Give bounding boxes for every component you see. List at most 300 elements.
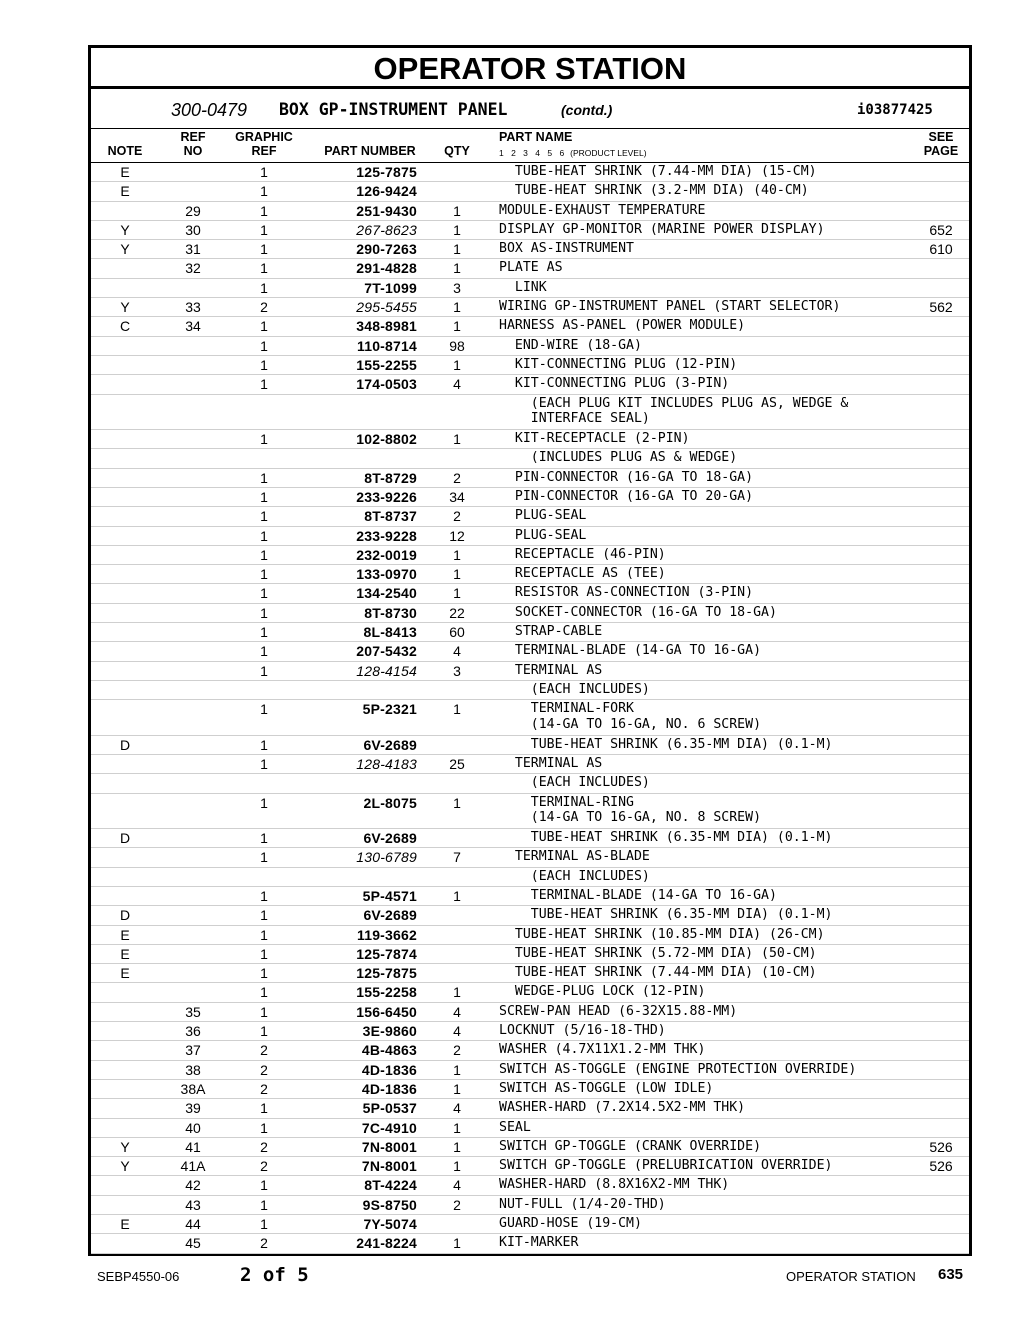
part-name-cell: TERMINAL-FORK (14-GA TO 16-GA, NO. 6 SCREW) — [530, 701, 762, 732]
note-cell: D — [119, 830, 131, 847]
part-name-cell: STRAP-CABLE — [499, 624, 603, 640]
part-number-cell: 7Y-5074 — [363, 1216, 417, 1233]
part-number-cell: 291-4828 — [356, 260, 417, 277]
part-name-cell: SWITCH GP-TOGGLE (PRELUBRICATION OVERRIDE) — [499, 1158, 833, 1174]
part-row — [91, 1080, 969, 1099]
part-name-cell: TUBE-HEAT SHRINK (7.44-MM DIA) (15-CM) — [499, 164, 817, 179]
part-number-cell: 125-7875 — [356, 164, 417, 180]
graphic-ref-cell: 1 — [260, 1196, 268, 1213]
part-row — [91, 794, 969, 830]
page-title: OPERATOR STATION — [373, 51, 687, 86]
part-row — [91, 1176, 969, 1195]
graphic-ref-cell: 1 — [260, 279, 268, 296]
qty-cell: 1 — [453, 1158, 461, 1175]
graphic-ref-cell: 1 — [260, 736, 268, 753]
qty-cell: 1 — [453, 221, 461, 238]
ref-no-cell: 37 — [185, 1042, 201, 1059]
qty-cell: 2 — [453, 1042, 461, 1059]
qty-cell: 1 — [453, 202, 461, 219]
part-row — [91, 449, 969, 468]
graphic-ref-cell: 2 — [260, 1235, 268, 1252]
qty-cell: 4 — [453, 1100, 461, 1117]
qty-cell: 1 — [453, 1080, 461, 1097]
part-number-cell: 6V-2689 — [363, 736, 417, 753]
see-page-cell: 610 — [929, 241, 953, 258]
part-row — [91, 755, 969, 774]
part-number-cell: 134-2540 — [356, 585, 417, 602]
graphic-ref-cell: 1 — [260, 431, 268, 448]
ref-no-cell: 40 — [185, 1119, 201, 1136]
part-number-cell: 110-8714 — [357, 337, 417, 354]
part-row — [91, 375, 969, 394]
part-number-cell: 8T-8730 — [364, 604, 417, 621]
part-number-cell: 7N-8001 — [361, 1158, 417, 1175]
part-name-cell: GUARD-HOSE (19-CM) — [499, 1216, 642, 1232]
part-number-cell: 241-8224 — [356, 1235, 417, 1252]
graphic-ref-cell: 1 — [260, 945, 268, 962]
part-row — [91, 430, 969, 449]
part-number-cell: 125-7874 — [356, 945, 417, 962]
qty-cell: 1 — [453, 701, 461, 718]
part-row — [91, 259, 969, 278]
graphic-ref-cell: 1 — [260, 183, 268, 200]
ref-no-cell: 30 — [185, 221, 201, 238]
see-page-cell: 526 — [929, 1138, 953, 1155]
group-description: BOX GP-INSTRUMENT PANEL — [279, 100, 508, 119]
part-row — [91, 604, 969, 623]
qty-cell: 1 — [453, 1119, 461, 1136]
part-row — [91, 681, 969, 700]
part-row — [91, 1041, 969, 1060]
part-name-cell: MODULE-EXHAUST TEMPERATURE — [499, 202, 706, 218]
part-number-cell: 207-5432 — [356, 643, 417, 660]
part-name-cell: HARNESS AS-PANEL (POWER MODULE) — [499, 318, 746, 334]
note-cell: E — [120, 965, 130, 982]
qty-cell: 60 — [449, 624, 465, 641]
part-number-cell: 8T-4224 — [364, 1177, 417, 1194]
part-number-cell: 7N-8001 — [361, 1138, 417, 1155]
part-number-cell: 7T-1099 — [364, 279, 417, 296]
part-row — [91, 1099, 969, 1118]
graphic-ref-cell: 2 — [260, 1138, 268, 1155]
part-row — [91, 642, 969, 661]
qty-cell: 4 — [453, 643, 461, 660]
part-row — [91, 565, 969, 584]
part-row — [91, 662, 969, 681]
graphic-ref-cell: 1 — [260, 604, 268, 621]
parts-list — [91, 163, 969, 1254]
part-name-cell: TUBE-HEAT SHRINK (7.44-MM DIA) (10-CM) — [499, 965, 817, 981]
graphic-ref-cell: 1 — [260, 1003, 268, 1020]
qty-cell: 1 — [453, 260, 461, 277]
section-name: OPERATOR STATION — [786, 1269, 916, 1284]
part-name-cell: (EACH PLUG KIT INCLUDES PLUG AS, WEDGE & INTERFACE SEAL) — [530, 395, 849, 427]
part-row — [91, 163, 969, 182]
note-cell: E — [120, 945, 130, 962]
graphic-ref-cell: 1 — [260, 756, 268, 773]
part-number-cell: 5P-0537 — [362, 1100, 417, 1117]
part-name-cell: END-WIRE (18-GA) — [499, 337, 642, 353]
graphic-ref-cell: 1 — [260, 830, 268, 847]
qty-cell: 1 — [453, 546, 461, 563]
note-cell: E — [120, 164, 130, 180]
illustration-id: i03877425 — [857, 102, 933, 118]
graphic-ref-cell: 1 — [260, 662, 268, 679]
page-number: 635 — [938, 1266, 964, 1283]
part-name-cell: WASHER-HARD (8.8X16X2-MM THK) — [499, 1177, 730, 1193]
part-number-cell: 233-9226 — [356, 488, 417, 505]
qty-cell: 1 — [453, 318, 461, 335]
part-name-cell: TERMINAL-BLADE (14-GA TO 16-GA) — [499, 643, 762, 659]
qty-cell: 25 — [449, 756, 465, 773]
group-header — [91, 100, 969, 122]
part-name-cell: KIT-RECEPTACLE (2-PIN) — [499, 431, 690, 447]
part-number-cell: 5P-4571 — [362, 888, 417, 904]
graphic-ref-cell: 1 — [260, 566, 268, 583]
part-name-cell: KIT-CONNECTING PLUG (12-PIN) — [499, 356, 738, 372]
part-row — [91, 1234, 969, 1253]
part-row — [91, 1196, 969, 1215]
part-name-cell: LINK — [499, 279, 547, 295]
part-number-cell: 126-9424 — [356, 183, 417, 200]
ref-no-cell: 32 — [185, 260, 201, 277]
part-row — [91, 623, 969, 642]
part-row — [91, 546, 969, 565]
col-graphic-ref: GRAPHIC REF — [235, 130, 293, 158]
part-name-cell: SEAL — [499, 1119, 531, 1135]
part-row — [91, 298, 969, 317]
part-row — [91, 1157, 969, 1176]
graphic-ref-cell: 1 — [260, 1023, 268, 1040]
ref-no-cell: 42 — [185, 1177, 201, 1194]
part-name-cell: (INCLUDES PLUG AS & WEDGE) — [499, 450, 738, 466]
part-row — [91, 945, 969, 964]
qty-cell: 1 — [453, 356, 461, 373]
graphic-ref-cell: 1 — [260, 337, 268, 354]
page-of: 2 of 5 — [240, 1264, 309, 1286]
graphic-ref-cell: 1 — [260, 984, 268, 1001]
graphic-ref-cell: 2 — [260, 1158, 268, 1175]
part-row — [91, 964, 969, 983]
part-number-cell: 7C-4910 — [361, 1119, 417, 1136]
graphic-ref-cell: 1 — [260, 527, 268, 544]
see-page-cell: 562 — [929, 299, 953, 316]
part-number-cell: 2L-8075 — [363, 794, 417, 811]
part-name-cell: WASHER-HARD (7.2X14.5X2-MM THK) — [499, 1100, 746, 1116]
graphic-ref-cell: 1 — [260, 546, 268, 563]
column-header-divider — [91, 128, 969, 129]
part-number-cell: 102-8802 — [356, 431, 417, 448]
part-row — [91, 1003, 969, 1022]
part-row — [91, 317, 969, 336]
qty-cell: 2 — [453, 469, 461, 486]
part-row — [91, 221, 969, 240]
group-number: 300-0479 — [171, 100, 248, 120]
part-number-cell: 128-4183 — [356, 756, 417, 773]
qty-cell: 1 — [453, 431, 461, 448]
part-number-cell: 290-7263 — [356, 241, 417, 258]
note-cell: D — [119, 736, 131, 753]
graphic-ref-cell: 2 — [260, 1061, 268, 1078]
qty-cell: 1 — [453, 794, 461, 811]
part-number-cell: 6V-2689 — [363, 830, 417, 847]
graphic-ref-cell: 1 — [260, 318, 268, 335]
part-name-cell: TUBE-HEAT SHRINK (3.2-MM DIA) (40-CM) — [499, 183, 809, 199]
part-row — [91, 202, 969, 221]
part-name-cell: KIT-MARKER — [499, 1235, 579, 1251]
ref-no-cell: 44 — [185, 1216, 201, 1233]
part-name-cell: TUBE-HEAT SHRINK (6.35-MM DIA) (0.1-M) — [499, 736, 833, 752]
part-name-cell: LOCKNUT (5/16-18-THD) — [499, 1023, 666, 1039]
note-cell: E — [120, 1216, 130, 1233]
qty-cell: 12 — [449, 527, 465, 544]
part-name-cell: SWITCH AS-TOGGLE (ENGINE PROTECTION OVERRIDE) — [499, 1061, 857, 1077]
part-number-cell: 267-8623 — [356, 221, 417, 238]
product-levels: 1 2 3 4 5 6 (PRODUCT LEVEL) — [499, 148, 647, 158]
part-number-cell: 130-6789 — [356, 849, 417, 866]
ref-no-cell: 45 — [185, 1235, 201, 1252]
graphic-ref-cell: 1 — [260, 794, 268, 811]
graphic-ref-cell: 1 — [260, 1100, 268, 1117]
part-name-cell: RESISTOR AS-CONNECTION (3-PIN) — [499, 585, 754, 601]
qty-cell: 2 — [453, 1196, 461, 1213]
part-number-cell: 4B-4863 — [361, 1042, 417, 1059]
part-name-cell: (EACH INCLUDES) — [499, 868, 650, 884]
part-number-cell: 4D-1836 — [361, 1080, 417, 1097]
part-number-cell: 174-0503 — [356, 376, 417, 393]
part-number-cell: 133-0970 — [356, 566, 417, 583]
part-row — [91, 584, 969, 603]
note-cell: D — [119, 907, 131, 924]
part-name-cell: TUBE-HEAT SHRINK (5.72-MM DIA) (50-CM) — [499, 945, 817, 961]
graphic-ref-cell: 1 — [260, 888, 268, 904]
part-name-cell: TERMINAL-BLADE (14-GA TO 16-GA) — [499, 888, 777, 903]
note-cell: Y — [120, 1158, 130, 1175]
part-number-cell: 8T-8737 — [364, 508, 417, 525]
qty-cell: 1 — [453, 1138, 461, 1155]
qty-cell: 22 — [449, 604, 465, 621]
part-name-cell: RECEPTACLE (46-PIN) — [499, 546, 666, 562]
graphic-ref-cell: 1 — [260, 926, 268, 943]
qty-cell: 4 — [453, 1003, 461, 1020]
qty-cell: 3 — [453, 279, 461, 296]
part-number-cell: 155-2255 — [356, 356, 417, 373]
ref-no-cell: 41A — [180, 1158, 206, 1175]
graphic-ref-cell: 1 — [260, 701, 268, 718]
qty-cell: 1 — [453, 1061, 461, 1078]
part-row — [91, 1119, 969, 1138]
part-number-cell: 8T-8729 — [364, 469, 417, 486]
graphic-ref-cell: 1 — [260, 1216, 268, 1233]
parts-page-frame — [88, 45, 972, 1256]
part-row — [91, 868, 969, 887]
see-page-cell: 652 — [929, 221, 953, 238]
part-row — [91, 983, 969, 1002]
graphic-ref-cell: 1 — [260, 907, 268, 924]
col-note: NOTE — [107, 144, 143, 158]
part-name-cell: SOCKET-CONNECTOR (16-GA TO 18-GA) — [499, 604, 777, 620]
qty-cell: 1 — [453, 984, 461, 1001]
part-name-cell: WIRING GP-INSTRUMENT PANEL (START SELECTOR) — [499, 299, 841, 315]
ref-no-cell: 41 — [185, 1138, 201, 1155]
part-name-cell: NUT-FULL (1/4-20-THD) — [499, 1196, 666, 1212]
part-number-cell: 119-3662 — [357, 926, 417, 943]
part-row — [91, 926, 969, 945]
part-name-cell: PLUG-SEAL — [499, 527, 587, 543]
part-row — [91, 1138, 969, 1157]
graphic-ref-cell: 1 — [260, 1177, 268, 1194]
note-cell: E — [120, 183, 130, 200]
qty-cell: 4 — [453, 1177, 461, 1194]
part-name-cell: PLATE AS — [499, 260, 563, 276]
part-number-cell: 156-6450 — [356, 1003, 417, 1020]
col-see-page: SEE PAGE — [923, 130, 959, 158]
part-row — [91, 469, 969, 488]
graphic-ref-cell: 1 — [260, 356, 268, 373]
graphic-ref-cell: 1 — [260, 643, 268, 660]
part-name-cell: SWITCH AS-TOGGLE (LOW IDLE) — [499, 1080, 714, 1096]
part-row — [91, 337, 969, 356]
part-number-cell: 8L-8413 — [363, 624, 417, 641]
note-cell: E — [120, 926, 130, 943]
graphic-ref-cell: 1 — [260, 624, 268, 641]
part-name-cell: BOX AS-INSTRUMENT — [499, 241, 634, 257]
graphic-ref-cell: 1 — [260, 376, 268, 393]
part-row — [91, 507, 969, 526]
ref-no-cell: 35 — [185, 1003, 201, 1020]
part-number-cell: 232-0019 — [356, 546, 417, 563]
qty-cell: 98 — [449, 337, 465, 354]
ref-no-cell: 36 — [185, 1023, 201, 1040]
col-qty: QTY — [444, 144, 470, 158]
part-name-cell: DISPLAY GP-MONITOR (MARINE POWER DISPLAY) — [499, 221, 825, 237]
part-row — [91, 356, 969, 375]
ref-no-cell: 38 — [185, 1061, 201, 1078]
note-cell: Y — [120, 241, 130, 258]
qty-cell: 1 — [453, 241, 461, 258]
part-row — [91, 829, 969, 848]
part-row — [91, 774, 969, 793]
graphic-ref-cell: 1 — [260, 241, 268, 258]
part-number-cell: 251-9430 — [356, 202, 417, 219]
graphic-ref-cell: 1 — [260, 202, 268, 219]
part-number-cell: 4D-1836 — [361, 1061, 417, 1078]
part-row — [91, 887, 969, 906]
part-number-cell: 155-2258 — [356, 984, 417, 1001]
part-row — [91, 182, 969, 201]
part-row — [91, 736, 969, 755]
part-name-cell: TUBE-HEAT SHRINK (6.35-MM DIA) (0.1-M) — [499, 907, 833, 923]
part-number-cell: 3E-9860 — [362, 1023, 417, 1040]
qty-cell: 1 — [453, 888, 461, 904]
part-name-cell: RECEPTACLE AS (TEE) — [499, 566, 666, 582]
qty-cell: 3 — [453, 662, 461, 679]
part-name-cell: PLUG-SEAL — [499, 508, 587, 524]
document-id: SEBP4550-06 — [97, 1269, 180, 1284]
part-number-cell: 233-9228 — [356, 527, 417, 544]
graphic-ref-cell: 1 — [260, 1119, 268, 1136]
ref-no-cell: 31 — [185, 241, 201, 258]
qty-cell: 4 — [453, 376, 461, 393]
part-name-cell: WEDGE-PLUG LOCK (12-PIN) — [499, 984, 706, 1000]
part-number-cell: 6V-2689 — [363, 907, 417, 924]
part-row — [91, 527, 969, 546]
part-number-cell: 128-4154 — [356, 662, 417, 679]
graphic-ref-cell: 1 — [260, 260, 268, 277]
graphic-ref-cell: 2 — [260, 1042, 268, 1059]
part-row — [91, 240, 969, 259]
part-number-cell: 295-5455 — [356, 299, 417, 316]
qty-cell: 1 — [453, 1235, 461, 1252]
graphic-ref-cell: 1 — [260, 469, 268, 486]
part-name-cell: SCREW-PAN HEAD (6-32X15.88-MM) — [499, 1003, 738, 1019]
note-cell: Y — [120, 299, 130, 316]
part-number-cell: 9S-8750 — [362, 1196, 417, 1213]
part-number-cell: 5P-2321 — [362, 701, 417, 718]
part-name-cell: TERMINAL-RING (14-GA TO 16-GA, NO. 8 SCREW) — [530, 794, 762, 826]
qty-cell: 1 — [453, 585, 461, 602]
col-ref-no: REF NO — [180, 130, 206, 158]
ref-no-cell: 38A — [180, 1080, 206, 1097]
continued-label: (contd.) — [561, 102, 613, 118]
part-name-cell: PIN-CONNECTOR (16-GA TO 20-GA) — [499, 488, 754, 504]
qty-cell: 7 — [453, 849, 461, 866]
graphic-ref-cell: 1 — [260, 965, 268, 982]
ref-no-cell: 34 — [185, 318, 201, 335]
part-number-cell: 125-7875 — [356, 965, 417, 982]
part-name-cell: SWITCH GP-TOGGLE (CRANK OVERRIDE) — [499, 1138, 762, 1154]
part-row — [91, 395, 969, 431]
part-row — [91, 1215, 969, 1234]
qty-cell: 4 — [453, 1023, 461, 1040]
col-part-name: PART NAME — [499, 130, 573, 144]
qty-cell: 2 — [453, 508, 461, 525]
see-page-cell: 526 — [929, 1158, 953, 1175]
part-name-cell: PIN-CONNECTOR (16-GA TO 18-GA) — [499, 469, 754, 485]
part-row — [91, 700, 969, 736]
graphic-ref-cell: 1 — [260, 164, 268, 180]
qty-cell: 1 — [453, 299, 461, 316]
graphic-ref-cell: 1 — [260, 585, 268, 602]
part-row — [91, 906, 969, 925]
graphic-ref-cell: 1 — [260, 849, 268, 866]
part-row — [91, 1022, 969, 1041]
part-name-cell: TERMINAL AS-BLADE — [499, 849, 650, 865]
graphic-ref-cell: 1 — [260, 508, 268, 525]
part-row — [91, 1061, 969, 1080]
part-name-cell: (EACH INCLUDES) — [499, 681, 650, 697]
graphic-ref-cell: 1 — [260, 488, 268, 505]
part-name-cell: TERMINAL AS — [499, 662, 603, 678]
ref-no-cell: 29 — [185, 202, 201, 219]
qty-cell: 34 — [449, 488, 465, 505]
part-number-cell: 348-8981 — [356, 318, 417, 335]
note-cell: C — [119, 318, 131, 335]
part-row — [91, 848, 969, 867]
note-cell: Y — [120, 221, 130, 238]
part-name-cell: TERMINAL AS — [499, 756, 603, 772]
note-cell: Y — [120, 1138, 130, 1155]
graphic-ref-cell: 1 — [260, 221, 268, 238]
title-divider — [91, 86, 969, 89]
qty-cell: 1 — [453, 566, 461, 583]
part-name-cell: KIT-CONNECTING PLUG (3-PIN) — [499, 376, 730, 392]
part-name-cell: WASHER (4.7X11X1.2-MM THK) — [499, 1042, 706, 1058]
ref-no-cell: 43 — [185, 1196, 201, 1213]
part-row — [91, 488, 969, 507]
ref-no-cell: 39 — [185, 1100, 201, 1117]
part-name-cell: TUBE-HEAT SHRINK (6.35-MM DIA) (0.1-M) — [499, 830, 833, 846]
